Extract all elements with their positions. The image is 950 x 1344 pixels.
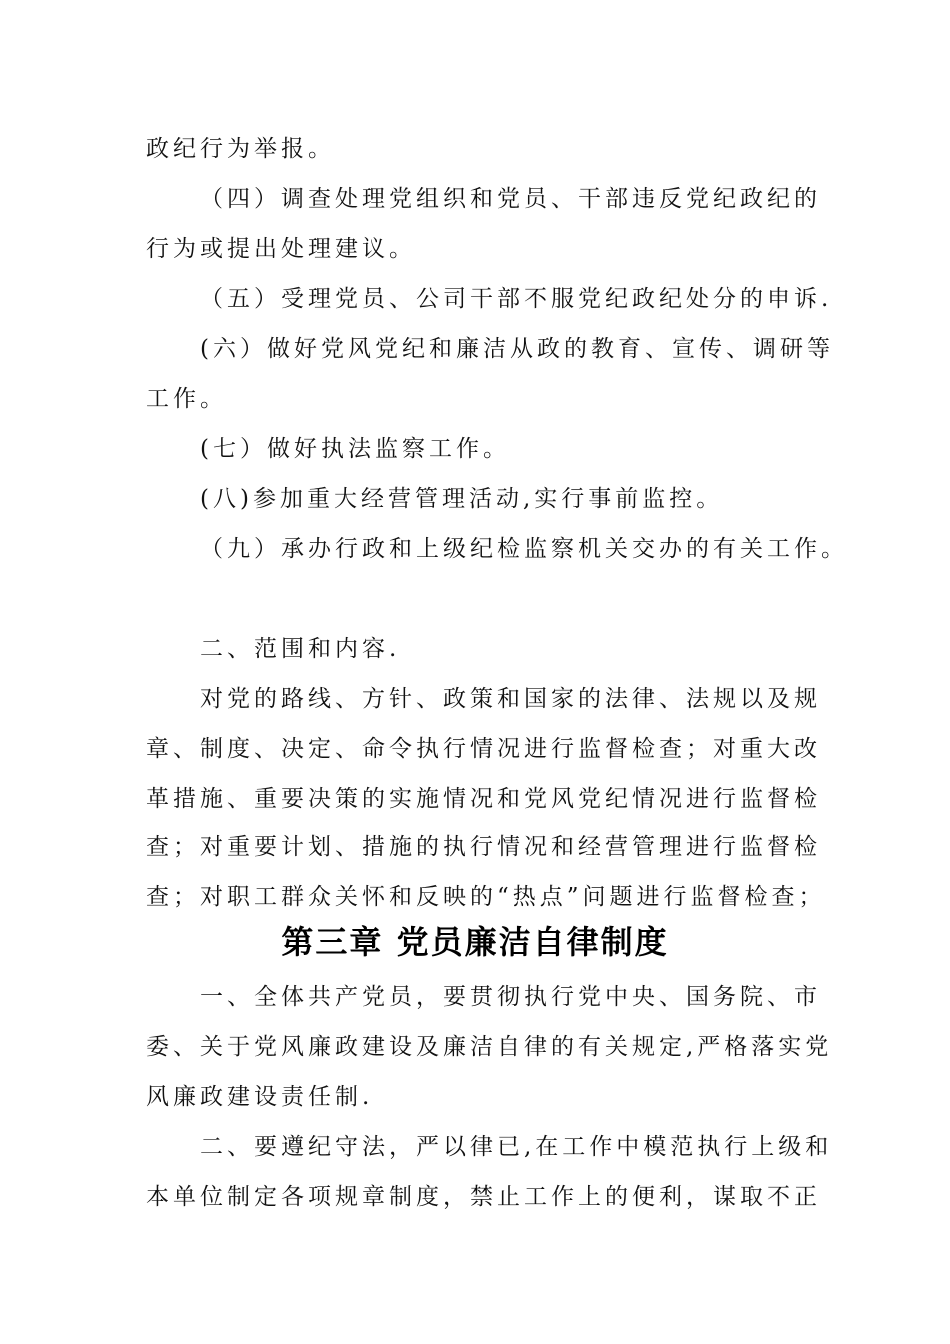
- paragraph-line: 本单位制定各项规章制度，禁止工作上的便利，谋取不正: [146, 1184, 821, 1210]
- chapter-title: 第三章 党员廉洁自律制度: [281, 923, 669, 961]
- paragraph-line: (七）做好执法监察工作。: [200, 436, 510, 462]
- paragraph-line: 政纪行为举报。: [146, 136, 335, 162]
- paragraph-line: 工作。: [146, 386, 227, 412]
- paragraph-line: （四）调查处理党组织和党员、干部违反党纪政纪的: [200, 186, 821, 212]
- section-heading: 二、范围和内容.: [200, 636, 401, 662]
- paragraph-line: 风廉政建设责任制.: [146, 1084, 374, 1110]
- paragraph-line: 查；对职工群众关怀和反映的“热点”问题进行监督检查；: [146, 884, 826, 910]
- paragraph-line: 委、关于党风廉政建设及廉洁自律的有关规定,严格落实党: [146, 1034, 833, 1060]
- paragraph-line: 对党的路线、方针、政策和国家的法律、法规以及规: [200, 686, 821, 712]
- paragraph-line: （五）受理党员、公司干部不服党纪政纪处分的申诉.: [200, 286, 833, 312]
- paragraph-line: 查；对重要计划、措施的执行情况和经营管理进行监督检: [146, 834, 821, 860]
- paragraph-line: 革措施、重要决策的实施情况和党风党纪情况进行监督检: [146, 786, 821, 812]
- paragraph-line: 二、要遵纪守法，严以律已,在工作中模范执行上级和: [200, 1134, 833, 1160]
- paragraph-line: 一、全体共产党员，要贯彻执行党中央、国务院、市: [200, 984, 821, 1010]
- paragraph-line: 章、制度、决定、命令执行情况进行监督检查；对重大改: [146, 736, 821, 762]
- paragraph-line: (六）做好党风党纪和廉洁从政的教育、宣传、调研等: [200, 336, 834, 362]
- paragraph-line: 行为或提出处理建议。: [146, 236, 416, 262]
- paragraph-line: （九）承办行政和上级纪检监察机关交办的有关工作。: [200, 536, 848, 562]
- paragraph-line: (八)参加重大经营管理活动,实行事前监控。: [200, 486, 724, 512]
